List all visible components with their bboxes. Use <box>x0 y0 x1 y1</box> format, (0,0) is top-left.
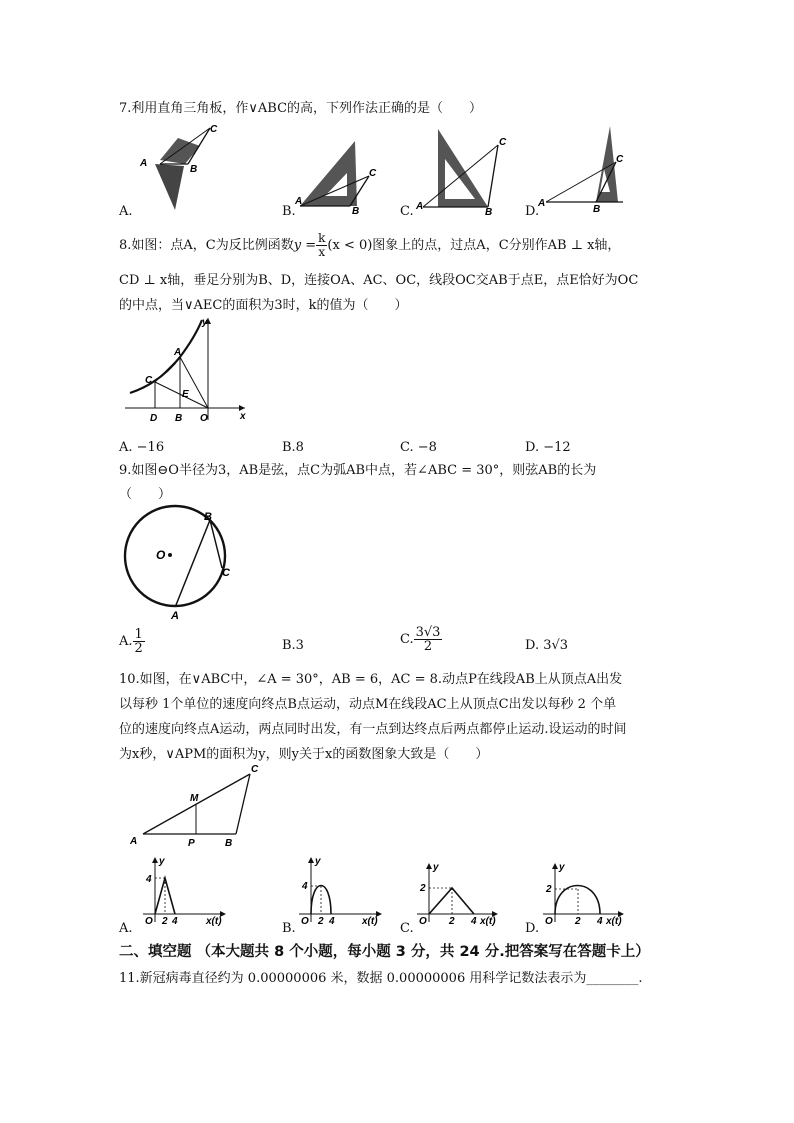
q8-stem-line1 <box>119 232 679 259</box>
q7-option-d[interactable]: D. <box>525 204 540 219</box>
q10-label-b: B <box>225 838 233 849</box>
q10a-label-4: 4 <box>172 916 178 927</box>
q7c-label-c: C <box>499 137 507 148</box>
q8-line1-pre: 8.如图：点A，C为反比例函数 <box>119 238 294 253</box>
q10a-label-xt: x(t) <box>206 916 222 927</box>
q7-figure-b <box>295 138 385 217</box>
q7d-label-c: C <box>616 154 624 165</box>
q10b-label-4y: 4 <box>302 881 308 892</box>
q10b-label-4: 4 <box>329 916 335 927</box>
q10-stem-line4: 为x秒，∨APM的面积为y，则y关于x的函数图象大致是（ ） <box>119 747 489 762</box>
q9-opt-a-den: 2 <box>134 641 143 656</box>
q10-option-c[interactable]: C. <box>400 921 414 936</box>
q9-label-b: B <box>204 511 212 523</box>
q10a-label-4y: 4 <box>146 874 152 885</box>
q10b-label-2: 2 <box>318 916 324 927</box>
q9-option-a[interactable] <box>119 628 145 655</box>
q7a-label-a: A <box>140 158 148 169</box>
q11-stem[interactable]: 11.新冠病毒直径约为 0.00000006 米，数据 0.00000006 用科学记数法表示为________. <box>119 971 643 986</box>
q10-label-c: C <box>251 764 259 775</box>
q9-opt-c-den: 2 <box>423 639 433 654</box>
q10c-label-y: y <box>433 862 439 873</box>
q10d-label-xt: x(t) <box>606 916 622 927</box>
q10-option-b[interactable]: B. <box>282 921 296 936</box>
q9-stem-line2: （ ） <box>119 487 172 502</box>
q10d-label-o: O <box>545 916 553 927</box>
q9-option-b[interactable]: B.3 <box>282 638 304 653</box>
q9-opt-c-num: 3√3 <box>415 625 441 640</box>
q10-graph-c <box>412 862 504 928</box>
q8-label-d: D <box>150 413 158 424</box>
q7d-label-a: A <box>538 198 546 209</box>
q10-graph-d <box>538 862 630 928</box>
q10-label-a: A <box>130 836 138 847</box>
q10c-label-2: 2 <box>449 916 455 927</box>
q10-label-m: M <box>190 793 199 804</box>
q8-k-fraction <box>316 232 327 259</box>
q8-stem-line3: 的中点，当∨AEC的面积为3时，k的值为（ ） <box>119 298 408 313</box>
section-2-heading: 二、填空题 （本大题共 8 个小题，每小题 3 分，共 24 分.把答案写在答题卡上） <box>119 944 650 960</box>
q7a-label-b: B <box>190 164 198 175</box>
q9-option-c[interactable] <box>400 626 442 653</box>
q10-label-p: P <box>188 838 195 849</box>
q10-stem-line2: 以每秒 1个单位的速度向终点B点运动，动点M在线段AC上从顶点C出发以每秒 2 个单 <box>119 697 617 712</box>
q8-option-c[interactable]: C. −8 <box>400 440 437 455</box>
q8-option-a[interactable]: A. −16 <box>119 440 165 455</box>
q10d-label-y: y <box>559 862 565 873</box>
q8-k-den: x <box>318 245 326 259</box>
q7c-label-b: B <box>485 207 493 218</box>
q9-label-a: A <box>171 610 179 622</box>
q10-stem-line1: 10.如图，在∨ABC中，∠A = 30°，AB = 6，AC = 8.动点P在线段AB上从顶点A出发 <box>119 672 623 687</box>
q8-label-x: x <box>240 411 246 422</box>
q10b-label-y: y <box>315 856 321 867</box>
q9-opt-a-num: 1 <box>134 627 143 642</box>
q10c-label-2y: 2 <box>420 883 426 894</box>
q10c-label-o: O <box>419 916 427 927</box>
q10a-label-2: 2 <box>162 916 168 927</box>
q7-option-b[interactable]: B. <box>282 204 296 219</box>
q9-option-d[interactable]: D. 3√3 <box>525 638 569 653</box>
q10a-label-y: y <box>159 856 165 867</box>
q8-label-e: E <box>182 389 189 400</box>
q7a-label-c: C <box>210 124 218 135</box>
q10c-label-4: 4 <box>471 916 477 927</box>
q8-label-o: O <box>200 413 208 424</box>
q7b-label-a: A <box>295 196 303 207</box>
q10d-label-2y: 2 <box>546 884 552 895</box>
q10b-label-o: O <box>301 916 309 927</box>
q10-graph-a <box>138 856 230 926</box>
q7-figure-a <box>140 122 225 214</box>
q7-stem: 7.利用直角三角板，作∨ABC的高，下列作法正确的是（ ） <box>119 101 483 116</box>
q10a-label-o: O <box>145 916 153 927</box>
q7d-label-b: B <box>593 204 601 215</box>
q8-k-num: k <box>318 231 326 245</box>
q10-option-a[interactable]: A. <box>119 921 133 936</box>
q10d-label-4: 4 <box>597 916 603 927</box>
q8-line1-post: (x < 0)图象上的点，过点A，C分别作AB ⊥ x轴， <box>327 238 621 253</box>
q7-option-c[interactable]: C. <box>400 204 414 219</box>
q9-circle-figure <box>118 508 238 620</box>
q10-graph-b <box>294 856 386 926</box>
q9-opt-c-prefix: C. <box>400 632 414 647</box>
q10b-label-xt: x(t) <box>362 916 378 927</box>
q8-option-d[interactable]: D. −12 <box>525 440 571 455</box>
q7c-label-a: A <box>416 201 424 212</box>
q9-label-c: C <box>222 567 230 579</box>
q8-graph <box>120 315 250 425</box>
q10-triangle-figure <box>128 760 268 852</box>
q8-label-y: y <box>202 317 208 328</box>
q10d-label-2: 2 <box>575 916 581 927</box>
q7b-label-b: B <box>352 206 360 217</box>
q7-figure-d <box>538 124 638 215</box>
q10c-label-xt: x(t) <box>480 916 496 927</box>
q7-option-a[interactable]: A. <box>119 204 133 219</box>
q8-label-a: A <box>174 347 182 358</box>
q9-stem-line1: 9.如图⊖O半径为3，AB是弦，点C为弧AB中点，若∠ABC = 30°，则弦AB的长为 <box>119 463 597 478</box>
q8-label-b: B <box>175 413 183 424</box>
q9-opt-a-prefix: A. <box>119 634 133 649</box>
q8-y-eq: y = <box>293 238 317 253</box>
q7b-label-c: C <box>369 168 377 179</box>
q8-stem-line2: CD ⊥ x轴，垂足分别为B、D，连接OA、AC、OC，线段OC交AB于点E，点E恰好为OC <box>119 273 639 288</box>
q10-option-d[interactable]: D. <box>525 921 540 936</box>
q10-stem-line3: 位的速度向终点A运动，两点同时出发，有一点到达终点后两点都停止运动.设运动的时间 <box>119 722 627 737</box>
q8-option-b[interactable]: B.8 <box>282 440 304 455</box>
q7-figure-c <box>413 125 508 218</box>
q8-label-c: C <box>145 375 153 386</box>
q9-label-o: O <box>156 548 166 562</box>
